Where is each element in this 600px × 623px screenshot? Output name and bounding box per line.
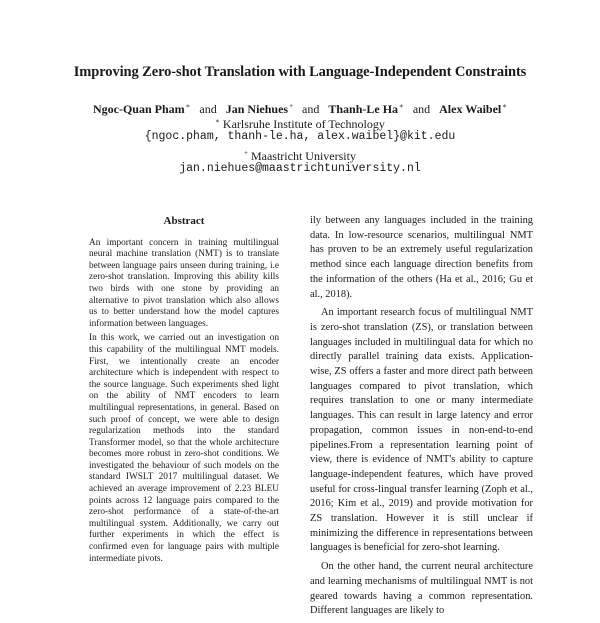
body-column [310, 214, 533, 623]
maastricht-email: jan.niehues@maastrichtuniversity.nl [179, 162, 421, 175]
author-mark: + [289, 102, 294, 110]
author-name: Thanh-Le Ha [328, 102, 399, 116]
abstract-paragraph: In this work, we carried out an investigation on this capability of the multilingual NMT models. First, we intentionally create an encoder architecture which is independent with respect to the source language. Such experiments shed light on the ability of NMT encoders to learn multilingual representations, in general. Based on such proof of concept, we were able to design regularization methods into the standard Transformer model, so that the whole architecture becomes more robust in zero-shot conditions. We investigated the behaviour of such models on the standard IWSLT 2017 multilingual dataset. We achieved an average improvement of 2.23 BLEU points across 12 language pairs compared to the zero-shot performance of a state-of-the-art multilingual system. Additionally, we carry out further experiments in which the effect is confirmed even for language pairs with multiple intermediate pivots. [89, 333, 279, 564]
and-word: and [302, 102, 320, 116]
and-word: and [412, 102, 431, 116]
paper-title: Improving Zero-shot Translation with Language-Independent Constraints [73, 64, 527, 80]
author-name: Alex Waibel [439, 102, 502, 116]
affiliation-mark: ∗ [215, 117, 220, 125]
author-name: Ngoc-Quan Pham [92, 102, 185, 116]
author-mark: ∗ [185, 102, 191, 110]
affiliation-name: Maastricht University [250, 149, 356, 163]
author-mark: ∗ [399, 102, 404, 110]
abstract-paragraph: An important concern in training multilingual neural machine translation (NMT) is to translate between language pairs unseen during training, i.e zero-shot translation. Improving this ability kills two birds with one stone by providing an alternative to pivot translation which also allows us to better understand how the model captures information between languages. [89, 237, 279, 329]
abstract-heading: Abstract [163, 215, 205, 227]
affiliation-mark: + [244, 149, 248, 157]
author-name: Jan Niehues [225, 102, 289, 116]
abstract-column [89, 216, 279, 568]
and-word: and [199, 102, 217, 116]
body-paragraph: ily between any languages included in the training data. In low-resource scenarios, multilingual NMT has proven to be an extremely useful regularization method since each language direction benefits from the information of the others (Ha et al., 2016; Gu et al., 2018). [310, 215, 533, 300]
kit-emails: {ngoc.pham, thanh-le.ha, alex.waibel}@kit.edu [144, 130, 456, 143]
affiliation-name: Karlsruhe Institute of Technology [222, 117, 385, 131]
body-paragraph: On the other hand, the current neural architecture and learning mechanisms of multilingual NMT is not geared towards having a common representation. Different languages are likely to [310, 561, 533, 617]
body-paragraph: An important research focus of multilingual NMT is zero-shot translation (ZS), or translation between languages included in multilingual data for which no directly parallel training data exists. Application-wise, ZS offers a faster and more direct path between languages compared to pivot translation, which requires translation to one or many intermediate languages. This can result in large latency and error propagation, common issues in non-end-to-end pipelines.From a representation learning point of view, there is evidence of NMT's ability to capture language-independent features, which have proved useful for cross-lingual transfer learning (Zoph et al., 2016; Kim et al., 2019) and provide motivation for ZS translation. However it is still unclear if minimizing the difference in representations between languages is beneficial for zero-shot learning. [310, 307, 533, 554]
author-mark: ∗ [502, 102, 508, 110]
